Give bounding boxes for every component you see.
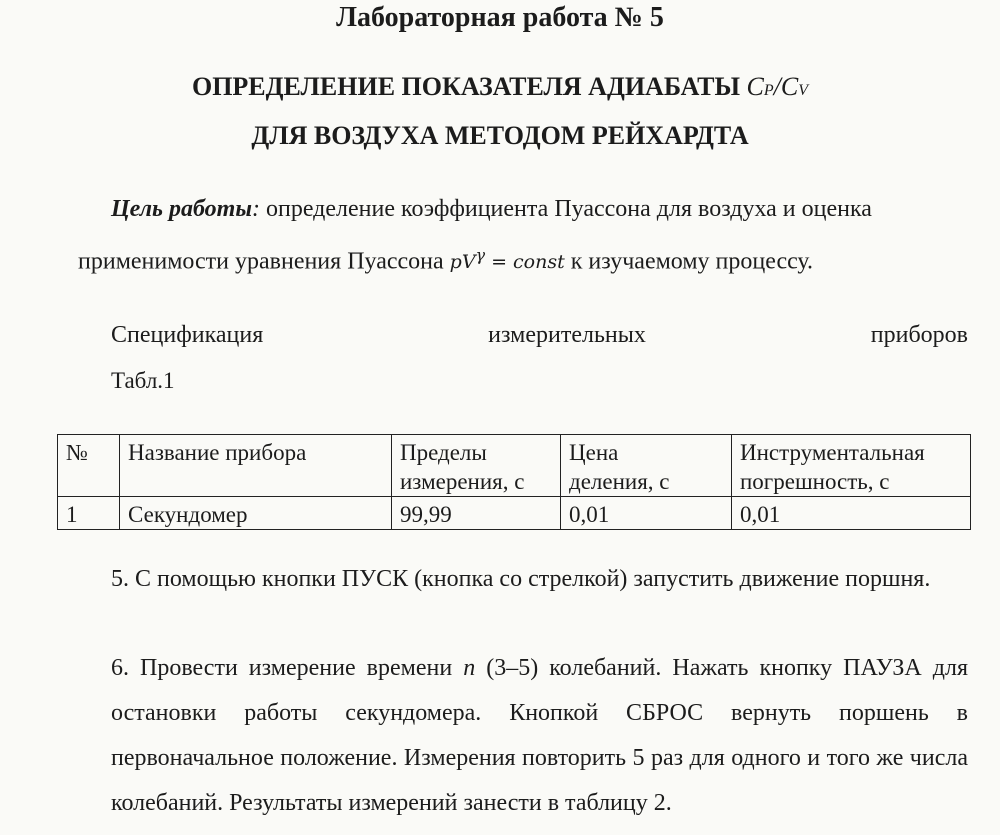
heading-line-2: ДЛЯ ВОЗДУХА МЕТОДОМ РЕЙХАРДТА — [251, 121, 749, 150]
header-error: Инструментальная погрешность, с — [732, 435, 971, 497]
header-name: Название прибора — [120, 435, 392, 497]
page-title: Лабораторная работа № 5 — [336, 2, 664, 33]
goal-paragraph: Цель работы: определение коэффициента Пуассона для воздуха и оценка — [111, 196, 872, 222]
step-6: 6. Провести измерение времени n (3–5) колебаний. Нажать кнопку ПАУЗА для остановки работы секундомера. Кнопкой СБРОС вернуть поршень в первоначальное положение. Измерения повторить 5 раз для одного и того же числа колебаний. Результаты измерений занести в таблицу 2. — [111, 655, 968, 816]
cell-division: 0,01 — [561, 497, 732, 530]
header-num: № — [58, 435, 120, 497]
cell-error: 0,01 — [732, 497, 971, 530]
goal-paragraph-line-2: применимости уравнения Пуассона $pV^\gamma$ = const к изучаемому процессу. — [78, 246, 814, 275]
variable-n: n — [463, 655, 476, 681]
goal-label: Цель работы — [111, 196, 252, 222]
instruments-table — [57, 434, 971, 530]
cell-name: Секундомер — [120, 497, 392, 530]
spec-line: Спецификация измерительных приборов — [111, 322, 968, 348]
table-header-row — [58, 435, 971, 497]
poisson-formula: $pV^\gamma$ = const — [449, 246, 565, 274]
heading-line-1 — [0, 72, 1000, 102]
heading-text: ОПРЕДЕЛЕНИЕ ПОКАЗАТЕЛЯ АДИАБАТЫ — [191, 72, 741, 101]
header-division: Цена деления, с — [561, 435, 732, 497]
goal-text: определение коэффициента Пуассона для воздуха и оценка — [260, 196, 872, 222]
table-caption: Табл.1 — [111, 368, 175, 393]
table-row — [58, 497, 971, 530]
header-limits: Пределы измерения, с — [392, 435, 561, 497]
cell-limits: 99,99 — [392, 497, 561, 530]
step-5: 5. С помощью кнопки ПУСК (кнопка со стрелкой) запустить движение поршня. — [111, 566, 931, 592]
cell-num: 1 — [58, 497, 120, 530]
heading-ratio: CP/CV — [746, 72, 809, 101]
